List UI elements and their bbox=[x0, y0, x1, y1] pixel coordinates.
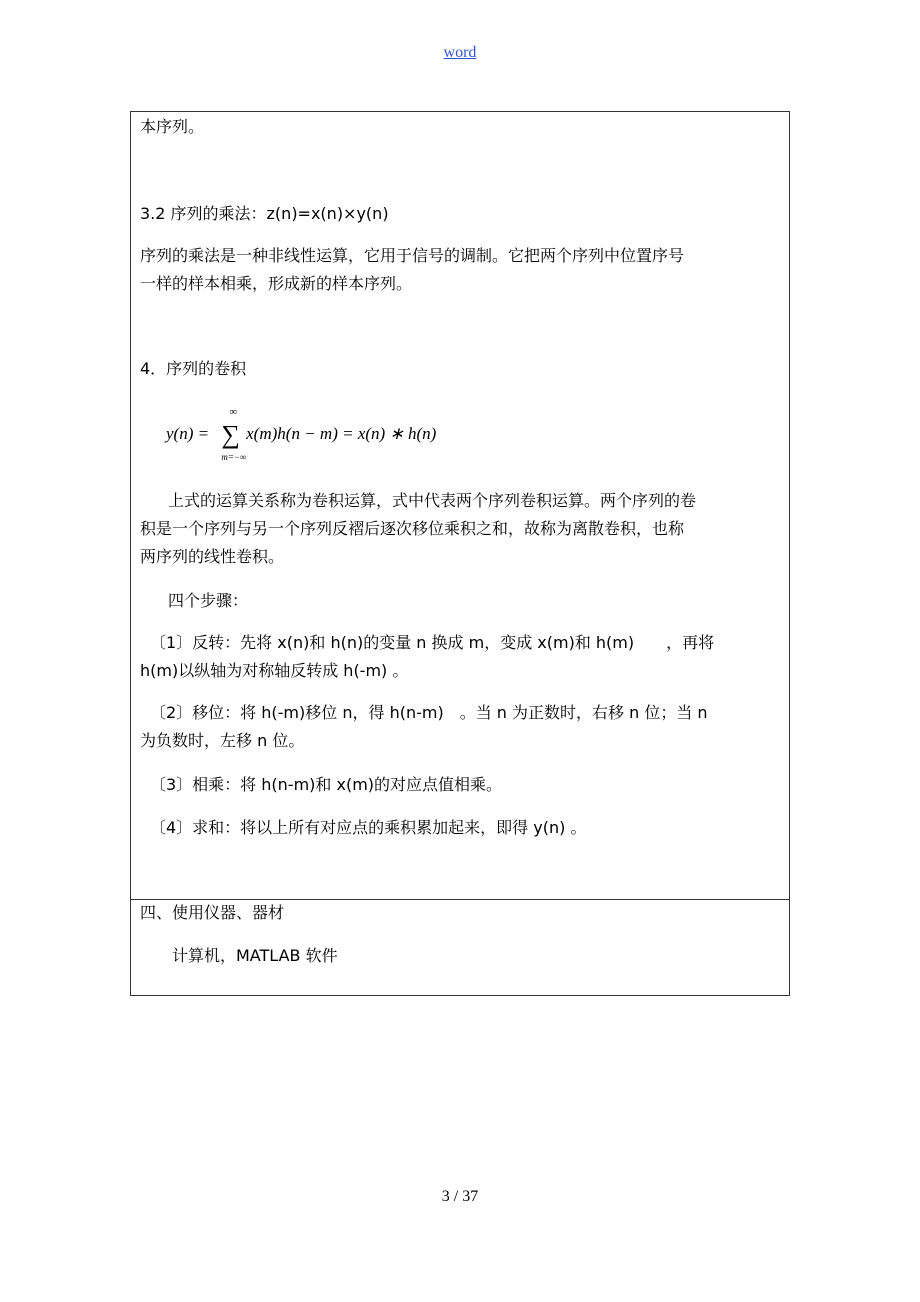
table-divider bbox=[130, 899, 790, 900]
step-2-cont: 为负数时，左移 n 位。 bbox=[140, 731, 305, 750]
header-link[interactable]: word bbox=[443, 44, 477, 61]
text-line: 本序列。 bbox=[140, 117, 205, 136]
step-2: 〔2〕移位：将 h(-m)移位 n，得 h(n-m) 。当 n 为正数时，右移 n 位；当 n bbox=[150, 703, 708, 722]
text-line: 积是一个序列与另一个序列反褶后逐次移位乘积之和，故称为离散卷积，也称 bbox=[140, 519, 685, 538]
text-line: 两序列的线性卷积。 bbox=[140, 547, 285, 566]
sigma: ∑ bbox=[221, 420, 240, 449]
step-4: 〔4〕求和：将以上所有对应点的乘积累加起来，即得 y(n) 。 bbox=[150, 818, 587, 837]
convolution-formula bbox=[166, 406, 437, 462]
sum-upper: ∞ bbox=[229, 406, 238, 418]
sum-symbol bbox=[221, 406, 247, 462]
subheading-multiplication: 3.2 序列的乘法：z(n)=x(n)×y(n) bbox=[140, 204, 389, 223]
steps-heading: 四个步骤： bbox=[168, 591, 249, 610]
text-line: 一样的样本相乘，形成新的样本序列。 bbox=[140, 274, 413, 293]
sum-lower: m=−∞ bbox=[221, 452, 247, 462]
step-1-cont: h(m)以纵轴为对称轴反转成 h(-m) 。 bbox=[140, 661, 409, 680]
step-1: 〔1〕反转：先将 x(n)和 h(n)的变量 n 换成 m，变成 x(m)和 h(m) ，再将 bbox=[150, 633, 715, 652]
text-line: 序列的乘法是一种非线性运算，它用于信号的调制。它把两个序列中位置序号 bbox=[140, 246, 685, 265]
section-4-content: 计算机，MATLAB 软件 bbox=[172, 946, 338, 965]
formula-lhs: y(n) = bbox=[166, 423, 214, 443]
formula-rhs: x(m)h(n − m) = x(n) ∗ h(n) bbox=[246, 423, 437, 443]
section-4-title: 四、使用仪器、器材 bbox=[140, 903, 285, 922]
text-line: 上式的运算关系称为卷积运算，式中代表两个序列卷积运算。两个序列的卷 bbox=[168, 491, 697, 510]
step-3: 〔3〕相乘：将 h(n-m)和 x(m)的对应点值相乘。 bbox=[150, 775, 503, 794]
subheading-convolution: 4．序列的卷积 bbox=[140, 359, 247, 378]
page-number: 3 / 37 bbox=[441, 1188, 479, 1205]
